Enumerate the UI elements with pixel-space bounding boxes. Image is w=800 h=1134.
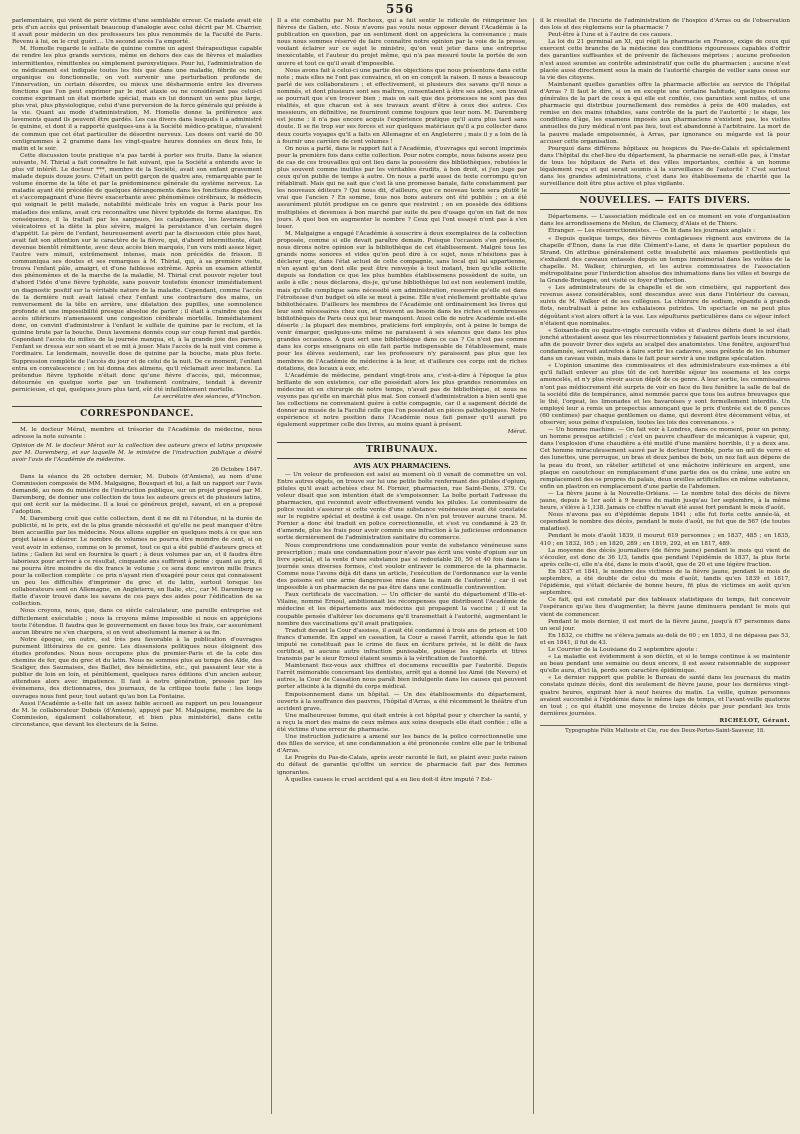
paragraph: Peut-être à l'une et à l'autre de ces causes. [548,32,673,39]
section-heading-nouvelles: NOUVELLES. — FAITS DIVERS. [540,193,790,210]
paragraph: Traduit devant la Cour d'assises, il avait été condamné à trois ans de prison et 100 francs d'amende. En appel en cassation, la Cour a cassé l'arrêt, attendu que le fait imputé ne constituait pas le crime de faux en écriture privée, ni le délit de faux certificat, ni aucune autre infraction punissable, puisque les rapports et titres transmis par le sieur Ernoul étaient soumis à la vérification de l'autorité. [277,627,527,663]
paragraph: Il a été combattu par M. Rochoux, qui a fait sentir le ridicule de réimprimer les fièvres de Galien, etc. Nous n'avons pas voulu nous opposer devant l'Académie à la publication en question, par un sentiment dont on appréciera la convenance ; mais nous nous sommes réservé de faire connaître notre opinion par la voie de la presse, voulant éclairer sur ce sujet le ministre, qu'on veut jeter dans une entreprise inexécutable, et l'auteur du projet même, qui n'a pas mesuré toute la portée de son œuvre et tout ce qu'il avait d'impossible. [277,18,527,67]
paragraph: « Le dernier rapport que publie le Bureau de santé dans les journaux du matin constate quinze décès, dont dix seulement de fièvre jaune, pour les dernières vingt-quatre heures, expirant hier à neuf heures du matin. La veille, quinze personnes avaient succombé à l'épidémie dans le même laps de temps, et l'avant-veille quatorze en tout ; ce qui établit une moyenne de treize décès par jour pendant les trois dernières journées. [540,675,790,717]
paragraph: La loi du 21 germinal an XI, qui régit la pharmacie en France, exige de ceux qui exercent cette branche de la médecine des conditions rigoureuses capables d'offrir des garanties suffisantes et de prévenir de fâcheuses méprises ; aucune profession n'est aussi soumise au contrôle administratif que celle du pharmacien ; aucune n'est placée aussi directement sous la main de l'autorité chargée de veiller sans cesse sur la vie des citoyens. [540,39,790,81]
paragraph: il le résultat de l'incurie de l'administration de l'hospice d'Arras ou de l'observation des lois et des règlemens sur la pharmacie ? [540,18,790,32]
column-rule-left [271,18,272,1114]
column-3 [540,18,790,1110]
signature: Mérat. [507,429,527,436]
paragraph: « La maladie est évidemment à son déclin, et si le temps continue à se maintenir au beau pendant une semaine ou deux encore, il est assez raisonnable de supposer qu'elle aura, d'ici là, perdu son caractère épidémique. [540,654,790,675]
paragraph: En 1837 et 1841, le nombre des victimes de la fièvre jaune, pendant le mois de septembre, a été double de celui du mois d'août, tandis qu'en 1839 et 1817, l'épidémie, qui s'était déclarée de bonne heure, fit plus de victimes en août qu'en septembre. [540,568,790,597]
paragraph: Empoisonnement dans un hôpital. — Un des établissements du département, ouverts à la souffrance des pauvres, l'hôpital d'Arras, a été récemment le théâtre d'un accident grave. [277,691,527,712]
paragraph: L'Académie de médecine, pendant vingt-trois ans, c'est-à-dire à l'époque la plus brillante de son existence, car elle possédait alors les plus grandes renommées en médecine et en chirurgie de notre temps, n'avait pas de bibliothèque, et nous ne voyons pas qu'elle en marchât plus mal. Son conseil d'administration a bien senti que les collections ne convenaient guère à cette compagnie, car il a sagement décidé de donner au musée de la Faculté celle que l'on possédait en pièces pathologiques. Notre expérience et notre position dans l'Académie nous fait penser qu'il aurait pu également supprimer celle des livres, au moins quant à présent. [277,372,527,429]
paragraph: Pendant le mois dernier, il est mort de la fièvre jaune, jusqu'à 67 personnes dans un seul jour. [540,618,790,632]
paragraph: Le Progrès du Pas-de-Calais, après avoir raconté le fait, se plaint avec juste raison du défaut de garantie qu'offre un service de pharmacie fait par des femmes ignorantes. [277,755,527,776]
column-1 [12,18,262,1110]
paragraph: On nous a parlé, dans le rapport fait à l'Académie, d'ouvrages qui seront imprimés pour la première fois dans cette collection. Pour notre compte, nous faisons assez peu de cas de ces trouvailles qui ont lieu dans la poussière des bibliothèques, rebutées le plus souvent comme inutiles par les véritables érudits, à bon droit, si j'en juge par ceux qu'on publie de temps à autre. On nous a parlé aussi de texte corrompu qu'on rétablirait. Mais qui ne sait que c'est là une promesse banale, faite constamment par les nouveaux éditeurs ? Qui nous dit, d'ailleurs, que ce nouveau texte sera plutôt le vrai que l'ancien ? En somme, tous nos bons auteurs ont été publiés ; on a été assurément plutôt prodigue en ce genre que restreint ; on en possède des éditions multipliées et devenues à bon marché par suite du peu d'usage qu'on en fait de nos jours. À quoi bon en augmenter le nombre ? Ceux qui l'ont essayé n'ont pas à s'en louer. [277,145,527,230]
paragraph: Départemens. — L'association médicale est en ce moment en voie d'organisation dans les arrondissemens de Melun, de Clamecy, d'Alais et de Thiers. [540,214,790,228]
paragraph: « Depuis quelque temps, des fièvres contagieuses règnent aux environs de la chapelle d'Enon, dans la rue dite Clément's-Lane, et dans le quartier populeux du Strand. On attribue généralement cette insalubrité aux miasmes pestilentiels qui s'exhalent des caveaux entassés depuis un temps immémorial dans les voûtes de la chapelle. M. Walker, chirurgien, et les autres commissaires de l'association métropolitaine pour l'interdiction absolue des inhumations dans les villes et bourgs de la Grande-Bretagne, ont visité ce foyer d'infection. [540,235,790,285]
paragraph: Pendant le mois d'août 1839, il mourut 619 personnes ; en 1837, 485 ; en 1835, 410 ; en 1832, 165 ; en 1820, 289 ; en 1819, 292, et en 1817, 489. [540,533,790,547]
paragraph: La moyenne des décès journaliers (de fièvre jaune) pendant le mois qui vient de s'écouler, est donc de 36 1/3, tandis que pendant l'épidémie de 1837, la plus forte après celle-ci, elle n'a été, dans le mois d'août, que de 20 et une légère fraction. [540,547,790,568]
paragraph: Le Courrier de la Louisiane du 2 septembre ajoute : [548,646,698,653]
article-date: 26 Octobre 1847. [211,466,262,473]
subheading-avis-pharmaciens: AVIS AUX PHARMACIENS. [353,461,451,470]
paragraph: Nous croyons, nous, que, dans ce siècle calculateur, une pareille entreprise est difficilement exécutable ; nous la croyons même impossible si nous en appréçions toute l'étendue. Il faudra que le gouvernement en fasse tous les frais, car assurément aucun libraire ne s'en chargera, si on veut absolument la mener à sa fin. [12,608,262,636]
paragraph: Maintenant fiez-vous aux chiffres et documens recueillis par l'autorité. Depuis l'arrêt mémorable concernant les dentistes, arrêt qui a donné les Aimé (de Nevers) et autres, la Cour de Cassation nous paraît bien indulgente dans les causes qui peuvent porter atteinte à la dignité du corps médical. [277,663,527,691]
paragraph-intro: M. le docteur Mérat, membre et trésorier de l'Académie de médecine, nous adresse la note suivante : [12,427,262,441]
paragraph: Une malheureuse femme, qui était entrée à cet hôpital pour y chercher la santé, y a reçu la mort des mains de ceux mêmes aux soins desquels elle était confiée ; elle a été victime d'une erreur de pharmacie. [277,712,527,733]
paragraph: À quelles causes le cruel accident qui a eu lieu doit-il être imputé ? Est- [285,776,493,783]
paragraph: M. Daremberg croit que cette collection, dont il ne dit ni l'étendue, ni la durée de publicité, ni le prix, est de la plus grande nécessité et qu'elle ne peut manquer d'être bien accueillie par les médecins. Nous allons supplier en quelques mots à ce que son projet laisse à désirer. Le nombre de volumes ne pourra être moindre de cent, si on veut avoir in extenso, comme on le promet, tout ce qui a été publié d'auteurs grecs et latins ; Galien lui seul en fournira le quart ; à deux volumes par an, et il faudra être laborieux pour arriver à ce résultat, cinquante ans suffiront à peine ; quant au prix, il ne pourra être moindre de dix francs le volume ; ce sera donc environ mille francs pour la collection complète : ce prix n'ayant rien d'exagéré pour ceux qui connaissent un peu les difficultés d'imprimer du grec et du latin, surtout lorsque les collaborateurs sont en Allemagne, en Angleterre, en Italie, etc., car M. Daremberg se flatte d'avoir trouvé dans les savans de ces pays des aides pour l'édification de sa collection. [12,516,262,608]
signature: Le secrétaire des séances, d'Vinchon. [153,393,262,400]
column-2 [277,18,527,1110]
paragraph: Nous n'avons pas eu d'épidémie depuis 1841 ; elle fut forte cette année-là, et cependant le nombre des décès, pendant le mois d'août, ne fut que de 567 (de toutes maladies). [540,512,790,533]
paragraph: Dans la séance du 26 octobre dernier, M. Dubois (d'Amiens), au nom d'une Commission composée de MM. Malgaigne, Bousquet et lui, a fait un rapport sur l'avis demandé, au nom du ministre de l'instruction publique, sur un projet proposé par M. Daremberg, de donner une collection de tous les auteurs grecs et de plusieurs latins, qui ont écrit sur la médecine. Il a loué ce généreux projet, savant, et en a proposé l'adoption. [12,473,262,516]
paragraph: — Un homme machine. — On fait voir à Londres, dans ce moment, pour un penny, un homme presque artificiel ; c'est un pauvre chauffeur de mécanique à vapeur, qui, dans l'explosion d'une chaudière a été mutilé d'une manière horrible, il y a deux ans. Cet homme miraculeusement sauvé par le docteur Hemble, porte un œil de verre et des lunettes, une perruque, un bras et deux jambes de bois, un nez fait aux dépens de la peau du front, un râtelier artificiel et une mâchoire inférieure en argent, une plaque en caoutchouc en remplacement d'une partie des os du crâne, une autre en remplacement des os propres du palais, deux oreilles artificielles en même substance, enfin un plastron en remplacement d'une partie de l'abdomen. [540,427,790,490]
section-heading-correspondance: CORRESPONDANCE. [12,406,262,423]
column-rule-right [533,18,534,1114]
paragraph: — La fièvre jaune à la Nouvelle-Orléans. — Le nombre total des décès de fièvre jaune, depuis le 1er août à 9 heures du matin jusqu'au 1er septembre, à la même heure, s'élève à 1,138. Jamais ce chiffre n'avait été aussi fort pendant le mois d'août. [540,490,790,512]
page-number: 556 [385,2,415,16]
paragraph: Ce fait, qui est constaté par des tableaux statistiques du temps, fait concevoir l'espérance qu'au lieu d'augmenter, la fièvre jaune diminuera pendant le mois qui vient de commencer. [540,597,790,618]
paragraph: « Les administrateurs de la chapelle et de son cimetière, qui rapportent des revenus assez considérables, sont descendus avec eux dans l'intérieur du caveau, suivis de M. Walker et de ses collègues. La chlorure de sodium, répandu à grands flots, neutralisait à peine les exhalaisons putrides. Un spectacle on ne peut plus dégoûtant s'est alors offert à la vue. Les sépultures particulières dans ce séjour infect n'étaient que nominales. [540,285,790,327]
paragraph: Notre époque, en outre, est très peu favorable à la publication d'ouvrages purement littéraires de ce genre. Les dissensions politiques nous éloignent des études profondes. Nous nous occupons plus du premier-Paris et de la cote des chemins de fer, que du grec et du latin. Nous ne sommes plus au temps des Alde, des Scaliger, des Saumaises, des Baillet, des bénédictins, etc., qui passaient leur vie à publier de loin en loin, et péniblement, quelques rares éditions d'un ancien auteur, attendues alors avec impatience. Il faut à notre génération, pressée par les évènemens, des dictionnaires, des journaux, de la critique toute faite ; les longs ouvrages nous font peur, tout autant qu'au bon La Fontaine. [12,636,262,700]
paragraph: Nous avons fait à celui-ci une partie des objections que nous présentons dans cette note ; mais elles ne l'ont pas convaincu, et on en conçoit la raison. Il nous a beaucoup parlé de ses collaborateurs ; et effectivement, si plusieurs des savans qu'il nous a nommés, et dont plusieurs sont ses maîtres, consentaient à être ses aides, son travail se pourrait que s'en trouver bien ; mais on sait que des promesses ne sont pas des réalités, et que chacun est à ses travaux avant d'être à ceux des autres. Ces messieurs, en définitive, ne fourniront comme toujours que leur nom. M. Daremberg est jeune ; il n'a pas encore acquis l'expérience pratique qu'il aura plus tard sans doute. Il se fie trop sur ses forces et sur quelques matériaux qu'il a pu collecter dans deux courts voyages qu'il a faits en Allemagne et en Angleterre ; mais il y a loin de là à fournir une carrière de cent volumes ! [277,67,527,145]
paragraph: Étranger. — Les résurrectionnistes. — On lit dans les journaux anglais : [548,228,756,235]
paragraph: Pourquoi dans différens hôpitaux ou hospices du Pas-de-Calais et spécialement dans l'hôpital du chef-lieu du département, la pharmacie ne serait-elle pas, à l'instar de tous les hôpitaux de Paris et des villes importantes, confiée à un homme légalement reçu et qui serait soumis à la surveillance de l'autorité ? C'est surtout dans les grandes administrations, c'est dans les établissemens de charité que la surveillance doit être plus active et plus vigilante. [540,145,790,188]
paragraph: « L'opinion unanime des commissaires et des administrateurs eux-mêmes a été qu'il fallait enlever au plus tôt de cet horrible séjour les ossemens et les corps amoncelés, et n'y plus révoir aucun dépôt de ce genre. À leur sortie, les commissaires n'ont pas médiocrement été surpris de voir en face du lieu funèbre la salle de bal de la société dite de tempérance, ainsi nommée parce que tous les autres breuvages que le thé, l'orgeat, les limonades et les bavaroises y sont formellement interdits. Un employé leur a remis un prospectus annonçant que le prix d'entrée est de 6 pences (60 centimes) par chaque gentlemen ou dame, qui devront être décemment vêtus, et observer, sous peine d'expulsion, toutes les lois des convenances. » [540,363,790,426]
paragraph: M. Malgaigne a engagé l'Académie à souscrire à deux exemplaires de la collection proposée, comme si elle devait paraître demain. Puisque l'occasion s'en présente, nous dirons notre opinion sur la bibliothèque de cet établissement. Malgré tous les grands noms sonores et vides qu'on peut dire à ce sujet, nous n'hésitons pas à déclarer que, dans l'état actuel de cette compagnie, sans local qui lui appartienne, n'en ayant qu'un dont elle peut être renvoyée à tout instant, bien qu'elle sollicite depuis sa fondation ce que les plus humbles établissemens possèdent de suite, un asile à elle ; nous déclarons, dis-je, qu'une bibliothèque lui est non seulement inutile, mais qu'elle complique sans nécessité son administration, resserrée qu'elle est dans l'étroitesse d'un budget où elle se meut à peine. Elle n'est réellement profitable qu'au bibliothécaire. D'ailleurs les membres de l'Académie ont ordinairement les livres qui leur sont nécessaires chez eux, et trouvent au besoin dans les riches et nombreuses bibliothèques de Paris ceux qui leur manquent. Aussi celle de notre Académie est-elle déserte ; la plupart des membres, praticiens fort employés, ont à peine le temps de venir émarger, quelques-uns même ne paraissent à ses séances que dans les plus grandes occasions. À quoi sert une bibliothèque dans ce cas ? Ce n'est pas comme dans les corps enseignans où elle fait partie indispensable de l'établissement, mais pour les élèves seulement, car les professeurs n'y paraissent pas plus que les membres de l'Académie de médecine à la leur, et d'ailleurs ces corps ont de riches dotations, des locaux à eux, etc. [277,230,527,372]
paragraph: « Soixante-dix ou quatre-vingts cercueils vides et d'autres débris dont le sol était jonché attestaient assez que les résurrectionnistes y faisaient parfois leurs incursions, afin de pouvoir livrer des sujets au scalpel des anatomistes. Une fenêtre, aujourd'hui condamnée, servait autrefois à faire sortir les cadavres, sous prétexte de les inhumer dans un caveau voisin, mais dans le fait pour servir à une indigne spéculation. [540,327,790,363]
article-title: Opinion de M. le docteur Mérat sur la collection des auteurs grecs et latins proposée par M. Daremberg, et sur laquelle M. le ministre de l'instruction publique a désiré avoir l'avis de l'Académie de médecine. [12,443,262,464]
paragraph: En 1832, ce chiffre ne s'éleva jamais au-delà de 60 ; en 1853, il ne dépassa pas 53, et en 1841, il fut de 43. [540,632,790,646]
paragraph: Maintenant quelles garanties offre la pharmacie affectée au service de l'hôpital d'Arras ? Il faut le dire, si on en excepte une certaine habitude, quelques notions générales de la part de ceux à qui elle est confiée, ces garanties sont nulles, et une pharmacie qui distribue journellement des remèdes à près de 400 malades, est remise en des mains inhabiles, sans contrôle de la part de l'autorité ; le stage, les conditions d'âge, les examens imposés aux pharmaciens n'existent pas, les visites annuelles du jury médical n'ont pas lieu, tout est abandonné à l'arbitraire. La mort de la pauvre malade empoisonnée, à Arras, par ignorance ou mégarde est là pour accuser cette organisation. [540,81,790,145]
paragraph: M. Homolle regarde le sulfate de quinine comme un agent thérapeutique capable de rendre les plus grands services, même en dehors des cas de fièvres et maladies intermittentes, rémittentes ou simplement paroxystiques. Pour lui, l'administration de ce médicament est indiquée toutes les fois que dans une maladie, fébrile ou non, organique ou fonctionnelle, on voit survenir une perturbation profonde de l'innervation, un certain désordre, ou mieux une désharmonie entre les diverses fonctions que l'on peut exprimer par le mot ataxie ou ne considérant pas celui-ci comme exprimant un état morbide spécial, mais en lui donnant un sens plus large, plus vrai, plus physiologique, celui d'une perversion de la force générale qui préside à la vie. Quant au mode d'administration, M. Homolle donne la préférence aux lavements quand ils peuvent être gardés. Les cas divers dans lesquels il a administré le quinine, et dont il a rapporté quelques-uns à la Société médico-pratique, n'avaient de commun que cet état particulier de désordre nerveux. Les doses ont varié de 50 centigrammes à 2 gramme dans les vingt-quatre heures données en deux fois, le matin et le soir. [12,46,262,152]
paragraph: Cette discussion toute pratique n'a pas tardé à porter ses fruits. Dans la séance suivante, M. Thirial a fait connaître le fait suivant, que la Société a entendu avec le plus vif intérêt. Le docteur ***, membre de la Société, avait son enfant gravement malade depuis douze jours. C'était un petit garçon de quatre ans, remarquable par le volume énorme de la tête et par la prédominence générale du système nerveux. La maladie ayant été précédée de quelques dérangements dans les fonctions digestives, et s'accompagnant d'une fièvre exacerbante avec phénomènes cérébraux, le médecin qui soignait le petit malade, notabilité médicale très en vogue à Paris pour les maladies des enfans, avait cru reconnaître une fièvre typhoïde de forme ataxique. En conséquence, il la traitait par les sangsues, les cataplasmes, les lavemens, les vésicatoires et la diète la plus sévère, malgré la persistance d'un certain degré d'appétit. Le père de l'enfant, heureusement averti par la discussion citée plus haut, avait fait son attention sur le caractère de la fièvre, qui, d'abord intermittente, était devenue bientôt rémittente, avec deux accès bien marqués, l'un vers midi assez léger, l'autre vers minuit, extrêmement intense, mais non précédés de frisson. Il communiqua ses doutes et ses remarques à M. Thirial, qui, à sa première visite, trouva l'enfant pâle, amaigri, et d'une faiblesse extrême. Après un examen attentif des phénomènes et de la marche de la maladie, M. Thirial crut pouvoir rejeter tout d'abord l'idée d'une fièvre typhoïde, sans pouvoir toutefois énoncer immédiatement un diagnostic positif sur la véritable nature de la maladie. Cependant, comme l'accès de la dernière nuit avait laissé chez l'enfant une contracture des mains, un renversement de la tête en arrière, une dilatation des pupilles, une somnolence profonde et une impossibilité presque absolue de parler ; il était à craindre que des accès ultérieurs n'amenassent une congestion cérébrale mortelle. Immédiatement donc, on convint d'administrer à l'enfant le sulfate de quinine par le rectum, et la quinine brute par la bouche. Deux lavemens donnés coup sur coup furent mal gardés. Cependant l'accès du milieu de la journée manqua, et, à la grande joie des parens, l'enfant se dressa sur son séant et se mit à jouer. Mais l'accès de la nuit vint comme à l'ordinaire. Le lendemain, nouvelle dose de quinine par la bouche, mais plus forte. Suppression complète de l'accès du jour et de celui de la nuit. De ce moment, l'enfant entra en convalescence ; on lui donna des alimens, qu'il réclamait avec instance. La prétendue fièvre typhoïde n'était donc qu'une fièvre d'accès, qui, méconnue, détournée en quelque sorte par un traitement contraire, tendait à devenir pernicieuse, et qui, quelques jours plus tard, eût été infailliblement mortelle. [12,152,262,393]
paragraph: — Un voleur de profession est saisi au moment où il venait de commettre un vol. Entre autres objets, on trouve sur lui une petite boîte renfermant des pilules d'opium, pilules qu'il avait achetées chez M. Fornier, pharmacien, rue Saint-Denis, 379. Ce voleur disait que son intention était de s'empoisonner. La boîte portait l'adresse du pharmacien, qui reconnut avoir effectivement vendu les pilules. Le commissaire de police voulut s'assurer si cette vente d'une substance vénéneuse avait été constatée sur le registre spécial et destiné à cet usage. On n'en put trouver aucune trace. M. Fornier a donc été traduit en police correctionnelle, et s'est vu condamné à 25 fr. d'amende, plus les frais pour avoir commis une infraction à la judicieuse ordonnance sortie dernièrement de l'administration sanitaire du commerce. [277,471,527,542]
gerant-signature: RICHELOT, Gérant. [719,717,790,724]
paragraph: Aussi l'Académie a-t-elle fait un assez faible accueil au rapport un peu louangeur de M. le collaborateur Dubois (d'Amiens), appuyé par M. Malgaigne, membre de la Commission, également collaborateur, et bien plus ministériel, dans cette circonstance, que devant les électeurs de la Seine. [12,700,262,728]
paragraph: Faux certificats de vaccination. — Un officier de santé du département d'Ille-et-Vilaine, nommé Ernoul, ambitionnait les récompenses que distribuent l'Académie de médecine et les départemens aux médecins qui propagent la vaccine ; il eut la coupable pensée d'altérer les documens qu'il transmettait à l'autorité, augmentant le nombre des vaccinations qu'il avait pratiquées. [277,592,527,627]
printer-imprint: Typographie Félix Malteste et Cie, rue des Deux-Portes-Saint-Sauveur, 18. [540,725,790,735]
section-heading-tribunaux: TRIBUNAUX. [277,442,527,459]
paragraph: Une instruction judiciaire a amené sur les bancs de la police correctionnelle une des filles de service, et une condamnation a été prononcée contre elle par le tribunal d'Arras. [277,734,527,755]
paragraph: parlementaire, qui vient de périr victime d'une semblable erreur. Ce malade avait été pris d'un accès qui présentait beaucoup d'analogie avec celui décrit par M. Charrier, il avait pour médecin un des professeurs les plus renommés de la Faculté de Paris. Revenu à lui, on le crut guéri.... Un second accès l'a emporté. [12,18,262,46]
paragraph: Nous comprendrions une condamnation pour vente de substance vénéneuse sans prescription ; mais une condamnation pour n'avoir pas écrit une vente d'opium sur un livre spécial, et la vente d'une substance pas si redoutable 20, 50 et 40 fois dans la journée sous diverses formes, c'est vouloir entraver le commerce de la pharmacie. Comme nous l'avons déjà dit dans un article, l'exécution de l'ordonnance sur la vente des poisons est une arme dangereuse mise dans la main de l'autorité ; car il est impossible à un pharmacien de ne pas être dans une continuelle contravention. [277,542,527,592]
